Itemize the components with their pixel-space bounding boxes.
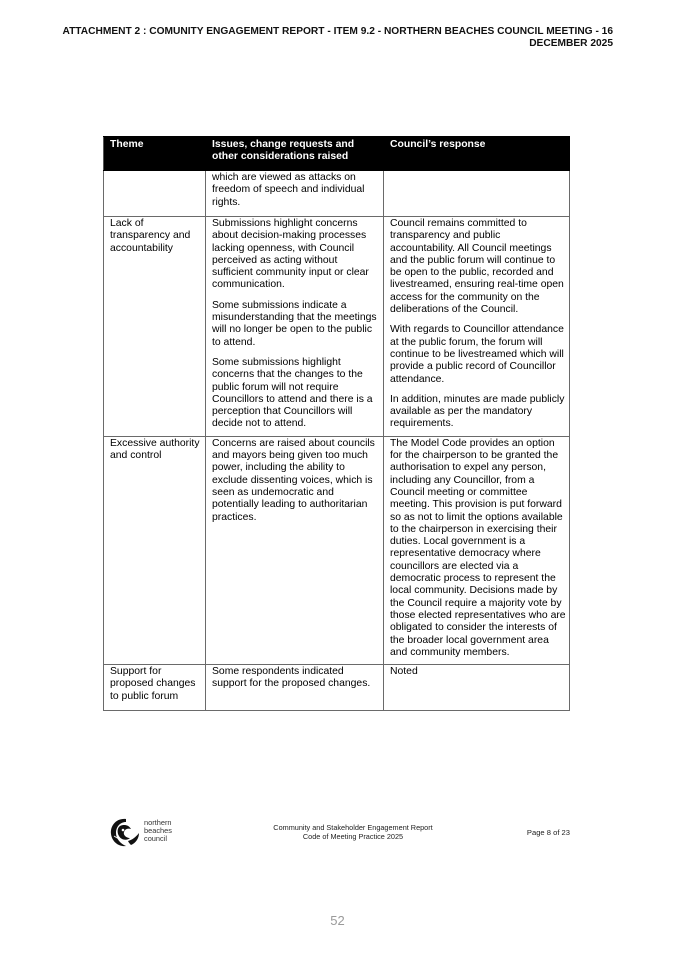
response-cell xyxy=(384,171,570,217)
theme-cell: Excessive authority and control xyxy=(104,436,206,664)
table-row xyxy=(104,217,570,437)
attachment-header-line2: DECEMBER 2025 xyxy=(529,38,613,49)
theme-cell: Support for proposed changes to public forum xyxy=(104,665,206,711)
issues-cell xyxy=(206,217,384,437)
table-row xyxy=(104,436,570,664)
issues-paragraph: Some submissions indicate a misunderstanding that the meetings will no longer be open to the public to attend. xyxy=(212,299,377,348)
theme-cell: Lack of transparency and accountability xyxy=(104,217,206,437)
council-logo xyxy=(108,816,178,850)
issues-paragraph: Some submissions highlight concerns that the changes to the public forum will not require Councillors to attend and there is a perception that Councillors will decide not to attend. xyxy=(212,356,373,430)
footer-report-subtitle: Code of Meeting Practice 2025 xyxy=(302,832,404,841)
response-cell xyxy=(384,436,570,664)
themes-table xyxy=(103,136,570,711)
column-header-issues: Issues, change requests and other considerations raised xyxy=(206,137,384,171)
table-row xyxy=(104,665,570,711)
page-number: 52 xyxy=(330,913,345,928)
theme-cell xyxy=(104,171,206,217)
response-paragraph: With regards to Councillor attendance at the public forum, the forum will continue to be livestreamed which will provide a public record of Councillor attendance. xyxy=(390,324,564,385)
issues-cell xyxy=(206,665,384,711)
issues-cell xyxy=(206,171,384,217)
page-footer xyxy=(108,816,570,850)
attachment-header xyxy=(13,26,613,50)
issues-paragraph: Concerns are raised about councils and mayors being given too much power, including the ability to exclude dissenting voices, which is seen as undemocratic and potentially leading to authoritarian practices. xyxy=(212,437,375,523)
northern-beaches-council-logo-icon xyxy=(108,816,142,850)
column-header-response: Council’s response xyxy=(384,137,570,171)
issues-paragraph: which are viewed as attacks on freedom of speech and individual rights. xyxy=(212,172,365,208)
attachment-header-line1: ATTACHMENT 2 : COMUNITY ENGAGEMENT REPORT - ITEM 9.2 - NORTHERN BEACHES COUNCIL MEETING - 16 xyxy=(62,26,613,37)
logo-line-council: council xyxy=(144,834,168,843)
footer-report-title xyxy=(248,823,458,841)
logo-text xyxy=(144,819,172,843)
footer-report-title-line: Community and Stakeholder Engagement Report xyxy=(273,823,433,832)
footer-page-label: Page 8 of 23 xyxy=(526,828,570,837)
column-header-theme: Theme xyxy=(104,137,206,171)
logo-line-beaches: beaches xyxy=(144,826,172,835)
issues-paragraph: Submissions highlight concerns about decision-making processes lacking openness, with Council perceived as acting without sufficient community input or clear communication. xyxy=(212,218,369,291)
table-header-row xyxy=(104,137,570,171)
logo-line-northern: northern xyxy=(144,818,172,827)
response-paragraph: The Model Code provides an option for the chairperson to be granted the authorisation to expel any person, including any Councillor, from a Council meeting or committee meeting. This provision is put forward so as not to limit the options available to the chairperson in exercising their duties. Local government is a representative democracy where councillors are elected via a democratic process to represent the local community. Decisions made by the Council require a majority vote by those elected representatives who are obligated to consider the interests of the broader local government area and community members. xyxy=(390,437,566,658)
table-row xyxy=(104,171,570,217)
response-cell xyxy=(384,665,570,711)
issues-paragraph: Some respondents indicated support for the proposed changes. xyxy=(212,666,371,690)
response-cell xyxy=(384,217,570,437)
response-paragraph: Council remains committed to transparency and public accountability. All Council meetings and the public forum will continue to be open to the public, recorded and livestreamed, ensuring real-time open access for the community on the deliberations of the Council. xyxy=(390,218,564,316)
response-paragraph: In addition, minutes are made publicly available as per the mandatory requirements. xyxy=(390,393,565,430)
response-paragraph: Noted xyxy=(390,666,418,678)
issues-cell xyxy=(206,436,384,664)
